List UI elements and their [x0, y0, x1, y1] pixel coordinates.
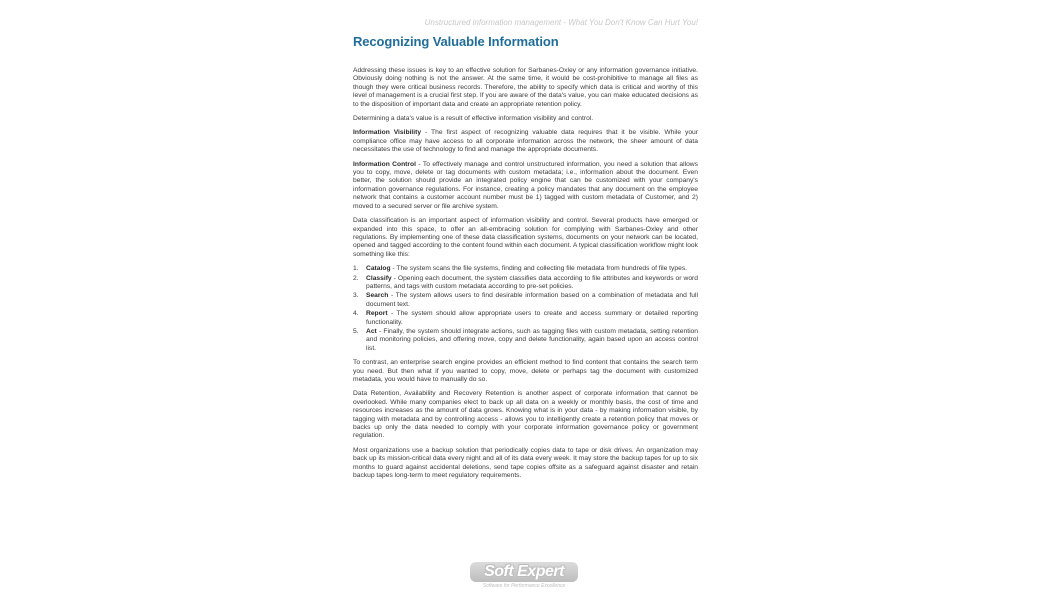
- logo-wordmark: Soft Expert: [470, 562, 578, 582]
- list-item: [353, 275, 698, 292]
- paragraph-contrast: To contrast, an enterprise search engine provides an efficient method to find content that contains the search term you need. But then what if you wanted to copy, move, delete or perhaps tag the document with customized metadata, you would have to manually do so.: [353, 359, 698, 383]
- control-text: - To effectively manage and control unstructured information, you need a solution that allows you to copy, move, delete or tag documents with custom metadata; i.e., information about the document. Even better, the solution should provide an integrated policy engine that can be customized with your company's information governance regulations. For instance, creating a policy mandates that any document on the employee network that contains a customer account number must be 1) tagged with custom metadata of Customer, and 2) moved to a secured server or file archive system.: [353, 160, 698, 210]
- list-item: [353, 265, 698, 273]
- list-item: [353, 292, 698, 309]
- term-control: Information Control: [353, 160, 416, 168]
- list-item: [353, 328, 698, 353]
- section-title: Recognizing Valuable Information: [353, 34, 559, 49]
- list-term: Act: [366, 327, 377, 335]
- logo-tagline: Software for Performance Excellence: [482, 583, 566, 589]
- document-page: [353, 18, 698, 486]
- paragraph-control: [353, 161, 698, 211]
- list-text: - Opening each document, the system classifies data according to file attributes and keywords or word patterns, and tags with custom metadata according to pre-set policies.: [366, 274, 698, 290]
- list-term: Catalog: [366, 265, 391, 273]
- list-item: [353, 310, 698, 327]
- workflow-list: [353, 265, 698, 353]
- paragraph-retention: Data Retention, Availability and Recovery Retention is another aspect of corporate information that cannot be overlooked. While many companies elect to back up all data on a weekly or monthly basis, the cost of time and resources increases as the amount of data grows. Knowing what is in your data - by making information visible, by tagging with metadata and by controlling access - allows you to intelligently create a retention policy that moves or backs up only the data needed to comply with your corporate information governance policy or government regulation.: [353, 390, 698, 440]
- list-number: 2.: [353, 274, 359, 282]
- list-term: Classify: [366, 274, 392, 282]
- running-header: Unstructured information management - What You Don't Know Can Hurt You!: [424, 18, 698, 27]
- softexpert-logo: [470, 562, 582, 594]
- list-number: 1.: [353, 265, 359, 273]
- paragraph-value: Determining a data's value is a result of effective information visibility and control.: [353, 115, 594, 123]
- list-text: - Finally, the system should integrate actions, such as tagging files with custom metadata, setting retention and monitoring policies, and offering move, copy and delete functionality, again based upon an access control list.: [366, 327, 698, 352]
- term-visibility: Information Visibility: [353, 129, 422, 137]
- list-text: - The system scans the file systems, finding and collecting file metadata from hundreds of file types.: [390, 265, 688, 273]
- paragraph-backup: Most organizations use a backup solution that periodically copies data to tape or disk drives. An organization may back up its mission-critical data every night and all of its data every week. It may store the backup tapes for up to six months to guard against accidental deletions, send tape copies offsite as a safeguard against disaster and retain backup tapes long-term to meet regulatory requirements.: [353, 446, 698, 480]
- paragraph-classification: Data classification is an important aspect of information visibility and control. Several products have emerged or expanded into this space, to offer an all-embracing solution for complying with Sarbanes-Oxley and other regulations. By implementing one of these data classification systems, documents on your network can be located, opened and tagged according to the content found within each document. A typical classification workflow might look something like this:: [353, 217, 698, 258]
- list-number: 3.: [353, 292, 359, 300]
- list-number: 4.: [353, 310, 359, 318]
- list-number: 5.: [353, 327, 359, 335]
- list-term: Report: [366, 310, 388, 318]
- list-text: - The system should allow appropriate users to create and access summary or detailed reporting functionality.: [366, 310, 698, 326]
- visibility-text: - The first aspect of recognizing valuable data requires that it be visible. While your compliance office may have access to all corporate information across the network, the sheer amount of data necessitates the use of technology to find and manage the appropriate documents.: [353, 129, 698, 154]
- list-text: - The system allows users to find desirable information based on a combination of metadata and full document text.: [366, 292, 698, 308]
- list-term: Search: [366, 292, 389, 300]
- paragraph-intro: Addressing these issues is key to an effective solution for Sarbanes-Oxley or any information governance initiative. Obviously doing nothing is not the answer. At the same time, it would be cost-prohibitive to manage all files as though they were critical business records. Therefore, the ability to specify which data is critical and worthy of this level of management is a crucial first step. If you are aware of the data's value, you can make educated decisions as to the disposition of important data and create an appropriate retention policy.: [353, 67, 698, 108]
- paragraph-visibility: [353, 129, 698, 154]
